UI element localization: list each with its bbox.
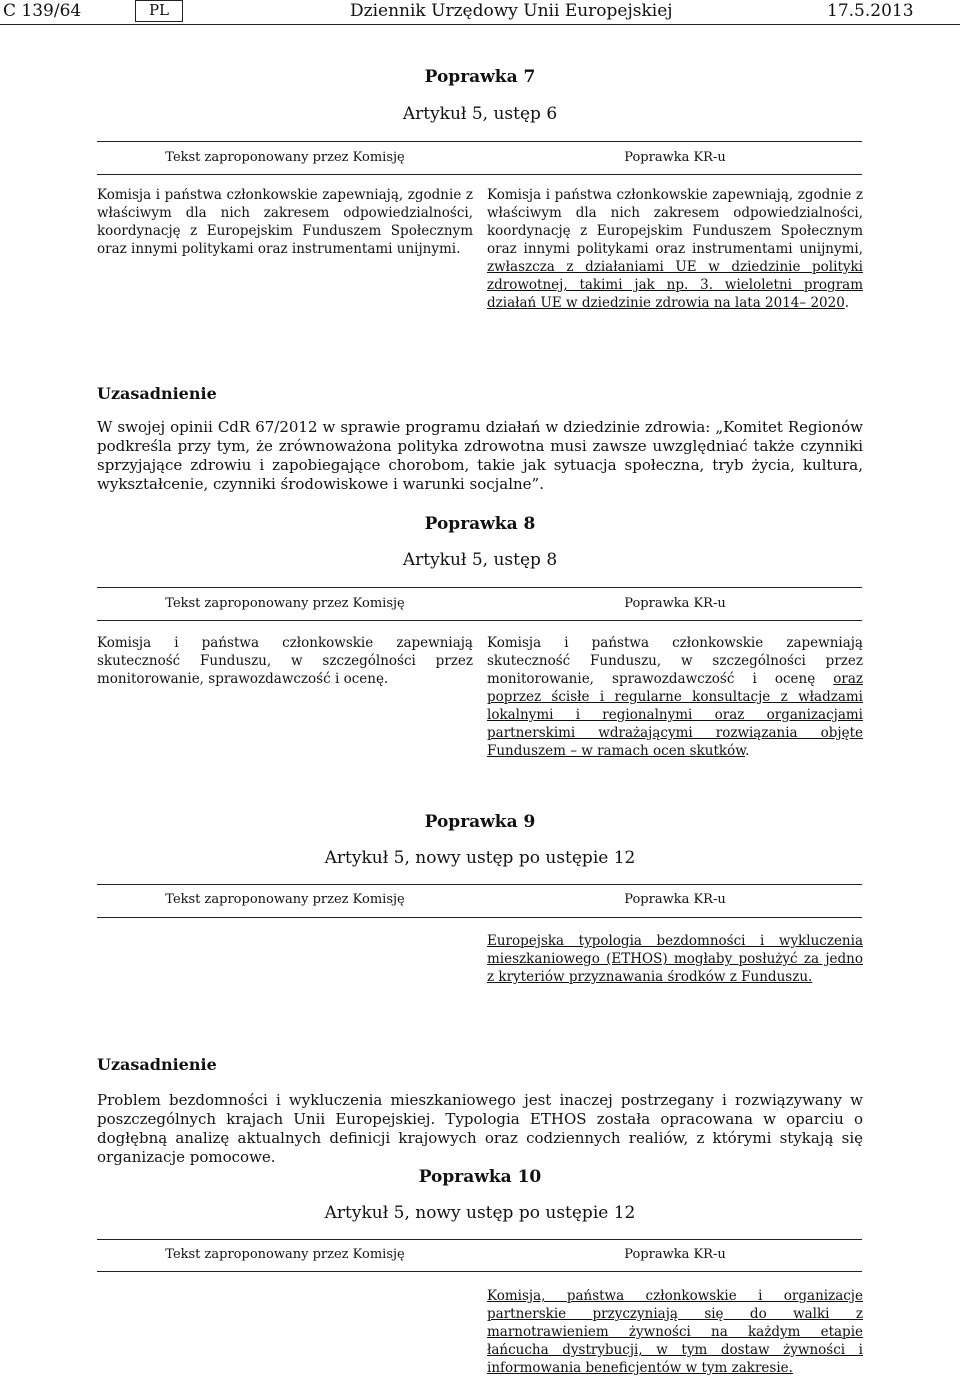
column-header-amendment: Poprawka KR-u [624,150,726,165]
table-top-rule [97,1239,862,1240]
amendment-text-end: . [844,295,850,311]
column-header-commission: Tekst zaproponowany przez Komisję [165,596,405,611]
amendment-7-title: Poprawka 7 [424,67,536,87]
table-header-rule [97,917,862,918]
amendment-8-title: Poprawka 8 [424,514,536,534]
column-header-commission: Tekst zaproponowany przez Komisję [165,150,405,165]
column-header-amendment: Poprawka KR-u [624,1247,726,1262]
amendment-text [487,186,863,312]
amendment-10-article: Artykuł 5, nowy ustęp po ustępie 12 [324,1203,636,1223]
amendment-text-added: Komisja, państwa członkowskie i organizacje partnerskie przyczyniają się do walki z marnotrawieniem żywności na każdym etapie łańcucha dystrybucji, w tym dostaw żywności i informowania beneficjentów w tym zakresie. [487,1288,863,1376]
amendment-7-article: Artykuł 5, ustęp 6 [402,104,558,124]
table-header-rule [97,1271,862,1272]
table-top-rule [97,587,862,588]
commission-text: Komisja i państwa członkowskie zapewniają skuteczność Funduszu, w szczególności przez monitorowanie, sprawozdawczość i ocenę. [97,635,473,687]
commission-text: Komisja i państwa członkowskie zapewniają, zgodnie z właściwym dla nich zakresem odpowiedzialności, koordynację z Europejskim Funduszem Społecznym oraz innymi politykami oraz instrumentami unijnymi. [97,187,473,257]
amendment-text [487,1287,863,1377]
table-top-rule [97,884,862,885]
justification-text: W swojej opinii CdR 67/2012 w sprawie programu działań w dziedzinie zdrowia: „Komitet Regionów podkreśla przy tym, że zrównoważona polityka zdrowotna musi zawsze uwzględniać także czynniki sprzyjające zdrowiu i zapobiegające chorobom, takie jak sytuacja społeczna, tryb życia, kultura, wykształcenie, czynniki środowiskowe i warunki socjalne”. [97,418,863,493]
page-header [0,0,960,25]
column-header-commission: Tekst zaproponowany przez Komisję [165,1247,405,1262]
column-header-commission: Tekst zaproponowany przez Komisję [165,892,405,907]
justification-text: Problem bezdomności i wykluczenia mieszkaniowego jest inaczej postrzegany i rozwiązywany w poszczególnych krajach Unii Europejskiej. Typologia ETHOS została opracowana w oparciu o dogłębną analizę aktualnych definicji krajowych oraz codziennych realiów, z którymi stykają się organizacje pomocowe. [97,1091,863,1166]
table-header-rule [97,174,862,175]
journal-issue-number: C 139/64 [3,1,82,21]
amendment-9-article: Artykuł 5, nowy ustęp po ustępie 12 [324,848,636,868]
amendment-10-title: Poprawka 10 [418,1167,542,1187]
column-header-amendment: Poprawka KR-u [624,892,726,907]
amendment-text [487,634,863,760]
amendment-text-added: zwłaszcza z działaniami UE w dziedzinie polityki zdrowotnej, takimi jak np. 3. wieloletni program działań UE w dziedzinie zdrowia na lata 2014– 2020 [487,259,863,311]
journal-title: Dziennik Urzędowy Unii Europejskiej [350,1,673,21]
justification-heading: Uzasadnienie [97,1055,217,1074]
publication-date: 17.5.2013 [827,1,914,21]
amendment-text-end: . [745,743,750,759]
amendment-9-title: Poprawka 9 [424,812,536,832]
amendment-text [487,932,863,986]
table-top-rule [97,141,862,142]
amendment-8-article: Artykuł 5, ustęp 8 [402,550,558,570]
table-header-rule [97,620,862,621]
column-header-amendment: Poprawka KR-u [624,596,726,611]
amendment-text-added: Europejska typologia bezdomności i wykluczenia mieszkaniowego (ETHOS) mogłaby posłużyć za jedno z kryteriów przyznawania środków z Funduszu. [487,933,863,985]
justification-heading: Uzasadnienie [97,384,217,403]
language-badge: PL [135,0,183,22]
amendment-text-added: oraz poprzez ścisłe i regularne konsultacje z władzami lokalnymi i regionalnymi oraz organizacjami partnerskimi wdrażającymi rozwiązania objęte Funduszem – w ramach ocen skutków [487,671,863,759]
amendment-text-unchanged: Komisja i państwa członkowskie zapewniają, zgodnie z właściwym dla nich zakresem odpowiedzialności, koordynację z Europejskim Funduszem Społecznym oraz innymi politykami oraz instrumentami unijnymi, [487,187,863,257]
amendment-text-unchanged: Komisja i państwa członkowskie zapewniają skuteczność Funduszu, w szczególności przez monitorowanie, sprawozdawczość i ocenę [487,635,863,687]
